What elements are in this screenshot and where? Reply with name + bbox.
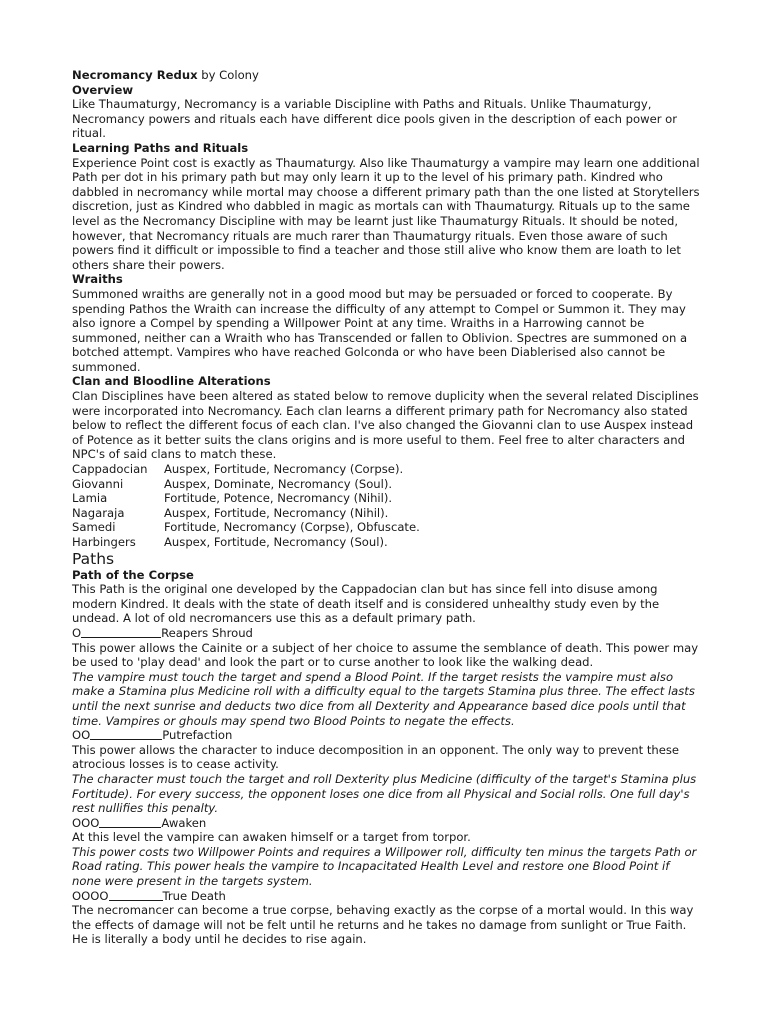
learning-heading: Learning Paths and Rituals [72,140,249,155]
path-of-corpse-paragraph: This Path is the original one developed by the Cappadocian clan but has since fell into disuse among modern Kindred. It deals with the state of death itself and is considered unhealthy study even by the undead. A lot of old necromancers use this as a default primary path. [72,582,660,626]
clan-disciplines-cell: Auspex, Fortitude, Necromancy (Corpse). [164,462,404,477]
power-name: Awaken [161,815,207,830]
underline-rule [109,899,163,901]
power-dots: OOO [72,815,100,830]
clan-discipline-table [72,462,420,550]
underline-rule [81,636,161,638]
power-dots: OO [72,728,91,743]
power-description: The necromancer can become a true corpse, behaving exactly as the corpse of a mortal would. In this way the effects of damage will not be felt until he returns and he takes no damage from sunlight or True Faith. He is literally a body until he decides to rise again. [72,903,694,947]
clan-name-cell: Nagaraja [72,505,125,520]
power-description: This power allows the Cainite or a subject of her choice to assume the semblance of death. This power may be used to 'play dead' and look the part or to curse another to look like the walking dead. [72,640,699,670]
power-level-4-line [72,889,700,904]
power-description: This power allows the character to induce decomposition in an opponent. The only way to prevent these atrocious losses is to cease activity. [72,742,680,772]
power-description: At this level the vampire can awaken himself or a target from torpor. [72,830,471,845]
clans-heading: Clan and Bloodline Alterations [72,374,271,389]
power-level-3-line [72,816,700,831]
table-row [72,462,420,477]
underline-rule [90,738,162,740]
title-text: Necromancy Redux [72,68,198,82]
clan-disciplines-cell: Auspex, Dominate, Necromancy (Soul). [164,476,393,491]
underline-rule [99,826,161,828]
clan-name-cell: Harbingers [72,535,136,549]
clan-disciplines-cell: Auspex, Fortitude, Necromancy (Nihil). [164,505,389,520]
power-dots: O [72,625,82,640]
power-name: Reapers Shroud [161,625,253,640]
learning-paragraph: Experience Point cost is exactly as Thaumaturgy. Also like Thaumaturgy a vampire may learn one additional Path per dot in his primary path but may only learn it up to the level of his primary path. Kindred who dabbled in necromancy while mortal may choose a different primary path than the one listed at Storytellers discretion, just as Kindred who dabbled in magic as mortals can with Thaumaturgy. Rituals up to the same level as the Necromancy Discipline with may be learnt just like Thaumaturgy Rituals. It should be noted, however, that Necromancy rituals are much rarer than Thaumaturgy rituals. Even those aware of such powers find it difficult or impossible to find a teacher and those still alive who know them are loath to let others share their powers. [72,155,700,272]
paths-heading: Paths [72,549,115,568]
power-level-2-line [72,728,700,743]
power-name: True Death [162,888,226,903]
clan-disciplines-cell: Fortitude, Potence, Necromancy (Nihil). [164,491,393,506]
power-dots: OOOO [72,888,109,903]
document-title [72,68,700,83]
clan-name-cell: Cappadocian [72,462,148,477]
power-level-1-line [72,626,700,641]
overview-paragraph: Like Thaumaturgy, Necromancy is a variable Discipline with Paths and Rituals. Unlike Thaumaturgy, Necromancy powers and rituals each have different dice pools given in the description of each power or ritual. [72,97,678,141]
power-system: This power costs two Willpower Points and requires a Willpower roll, difficulty ten minus the targets Path or Road rating. This power heals the vampire to Incapacitated Health Level and restore one Blood Point if none were present in the targets system. [72,844,697,889]
table-row [72,506,420,521]
wraiths-paragraph: Summoned wraiths are generally not in a good mood but may be persuaded or forced to cooperate. By spending Pathos the Wraith can increase the difficulty of any attempt to Compel or Summon it. They may also ignore a Compel by spending a Willpower Point at any time. Wraiths in a Harrowing cannot be summoned, neither can a Wraith who has Transcended or fallen to Oblivion. Spectres are summoned on a botched attempt. Vampires who have reached Golconda or who have been Diablerised also cannot be summoned. [72,286,688,374]
overview-heading: Overview [72,82,134,97]
power-system: The vampire must touch the target and spend a Blood Point. If the target resists the vampire must also make a Stamina plus Medicine roll with a difficulty equal to the targets Stamina plus three. The effect lasts until the next sunrise and deducts two dice from all Dexterity and Appearance based dice pools until that time. Vampires or ghouls may spend two Blood Points to negate the effects. [72,669,695,728]
clans-paragraph: Clan Disciplines have been altered as stated below to remove duplicity when the several related Disciplines were incorporated into Necromancy. Each clan learns a different primary path for Necromancy also stated below to reflect the different focus of each clan. I've also changed the Giovanni clan to use Auspex instead of Potence as it better suits the clans origins and is more useful to them. Feel free to alter characters and NPC's of said clans to match these. [72,389,699,462]
author-credit: by Colony [201,68,259,82]
power-name: Putrefaction [162,728,233,743]
clan-disciplines-cell: Auspex, Fortitude, Necromancy (Soul). [164,535,388,549]
table-row [72,535,420,550]
clan-name-cell: Samedi [72,520,116,535]
power-system: The character must touch the target and roll Dexterity plus Medicine (difficulty of the target's Stamina plus Fortitude). For every success, the opponent loses one dice from all Physical and Social rolls. One full day's rest nullifies this penalty. [72,771,697,816]
clan-name-cell: Lamia [72,491,108,506]
clan-disciplines-cell: Fortitude, Necromancy (Corpse), Obfuscate. [164,520,420,535]
wraiths-heading: Wraiths [72,272,123,287]
clan-name-cell: Giovanni [72,476,124,491]
table-row [72,491,420,506]
table-row [72,477,420,492]
table-row [72,520,420,535]
path-of-corpse-heading: Path of the Corpse [72,567,194,582]
document-page [72,68,700,947]
